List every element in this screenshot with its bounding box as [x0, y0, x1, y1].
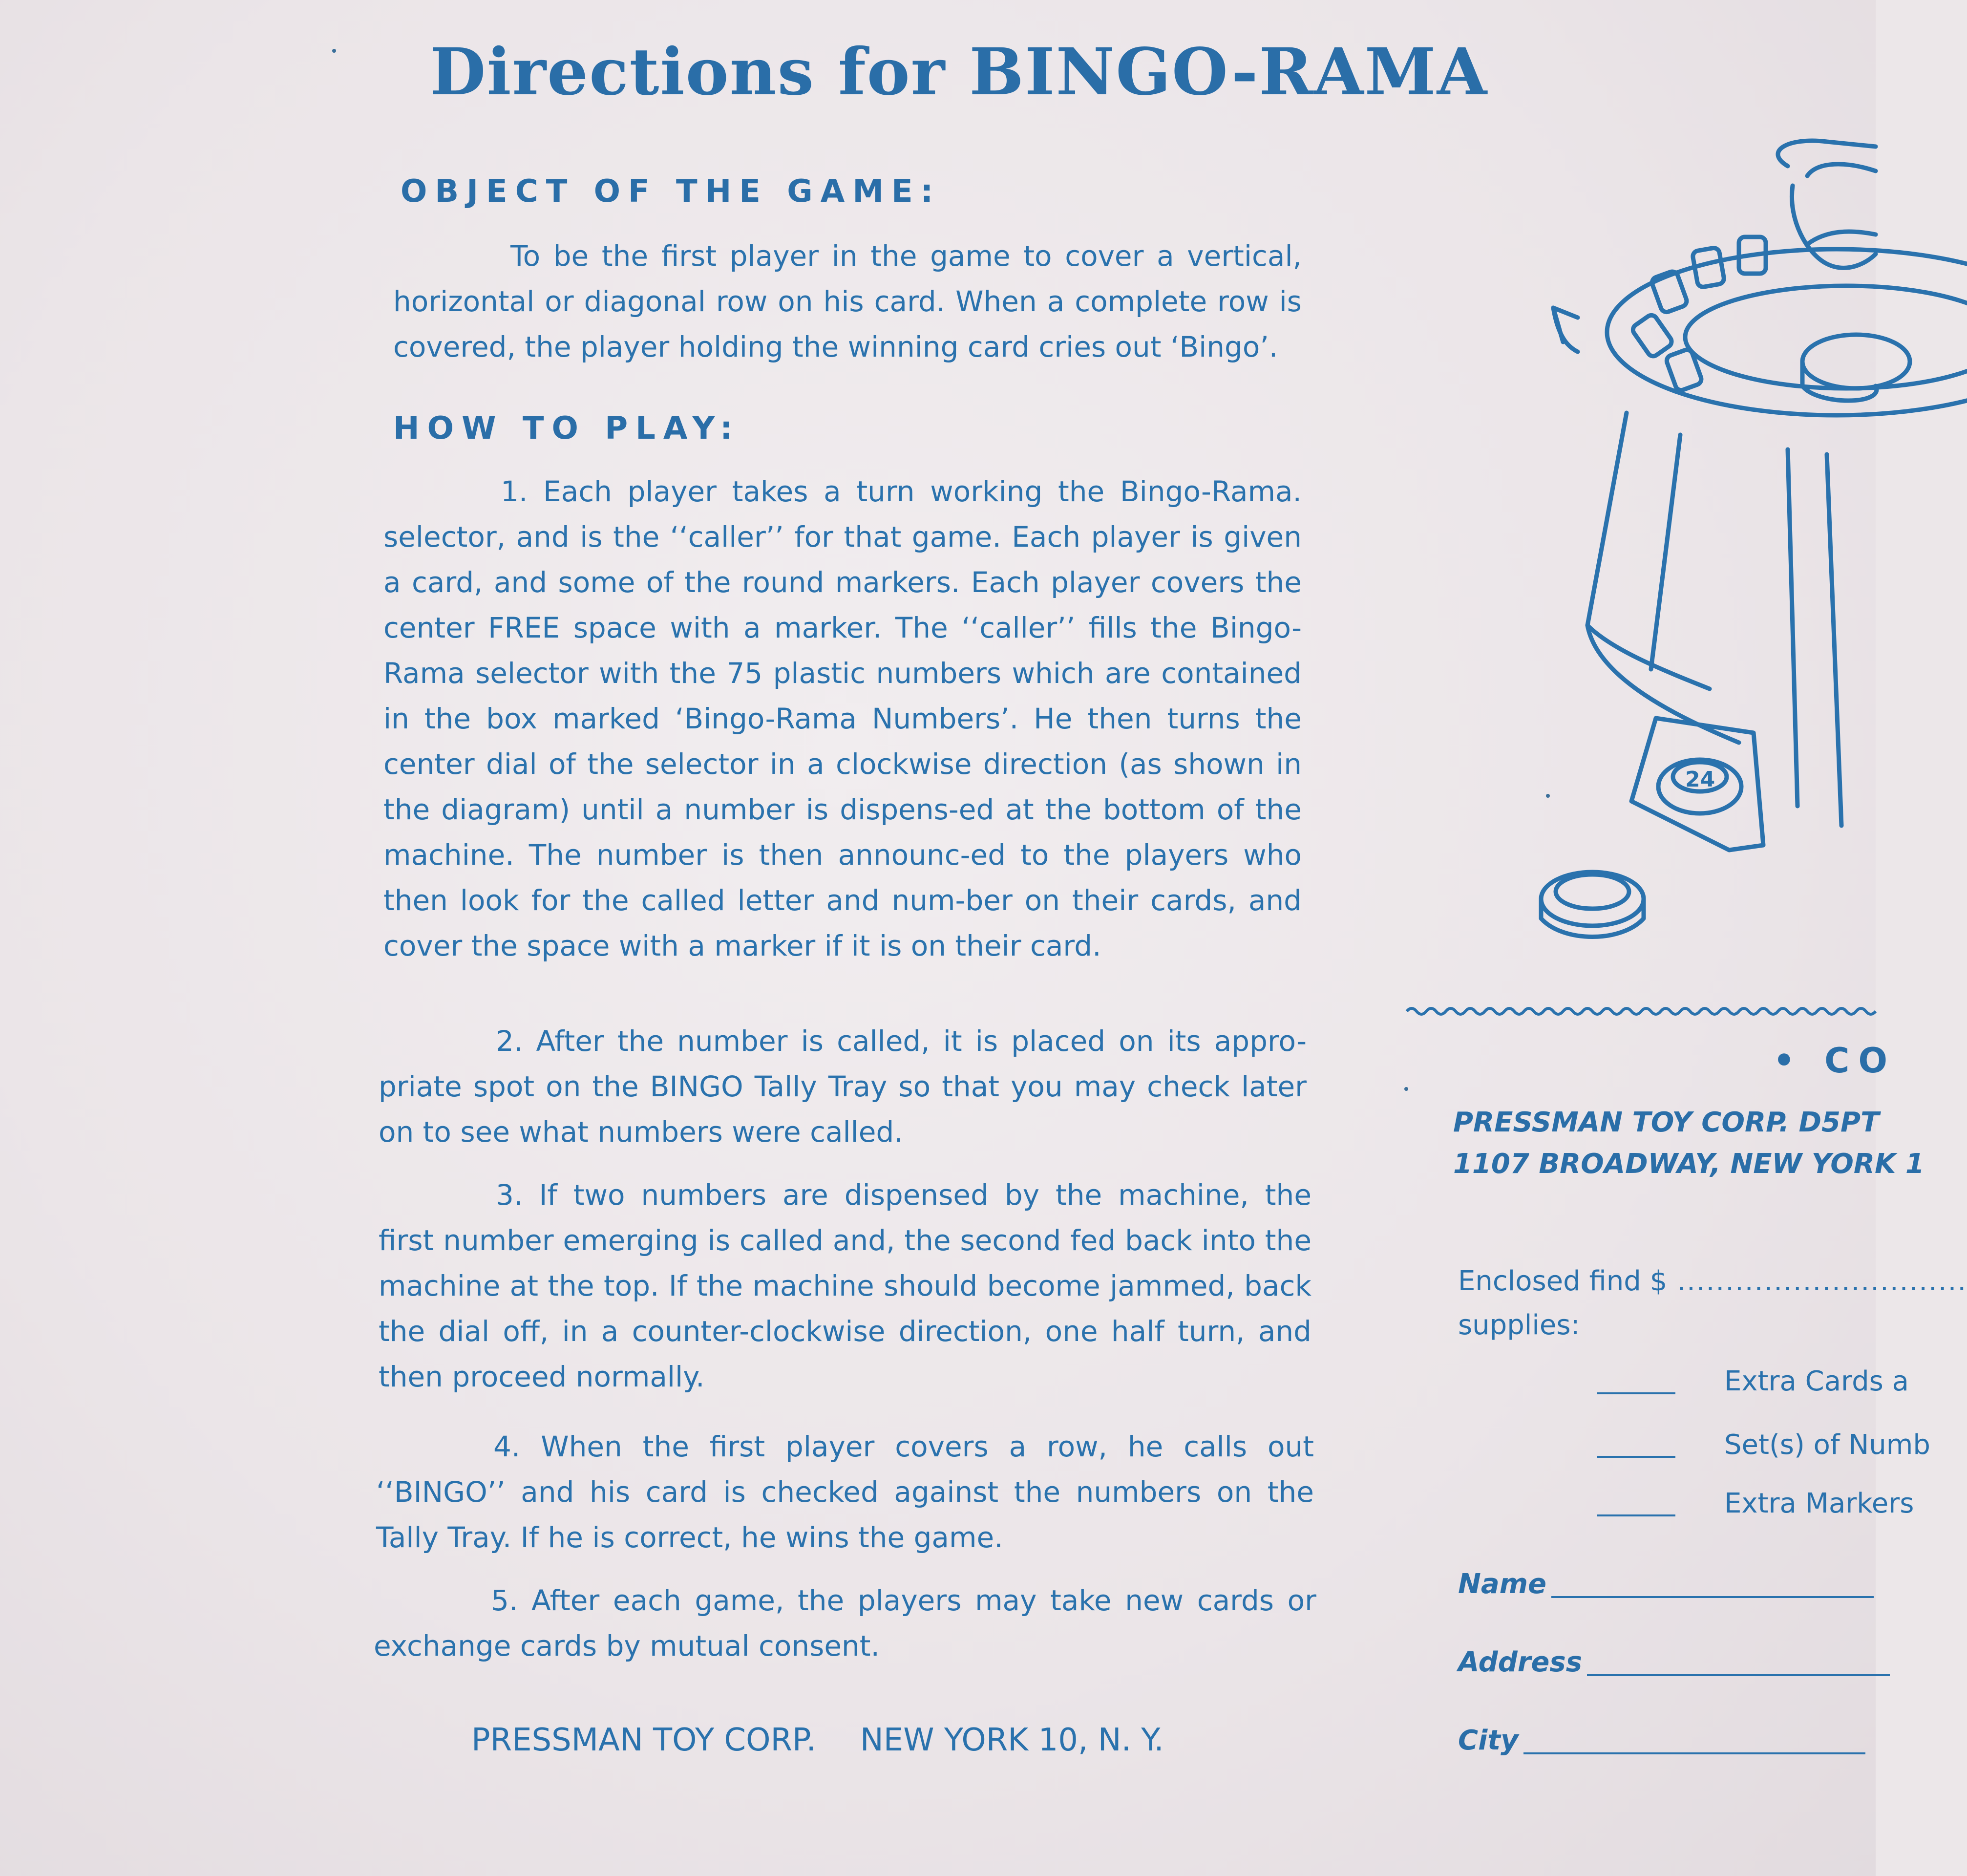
order-item-row	[1597, 1365, 1909, 1397]
enclosed-amount-line	[1458, 1265, 1967, 1297]
paper-speck	[1404, 1087, 1408, 1091]
step-2: 2. After the number is called, it is placed on its appro-priate spot on the BINGO Tally Tray so that you may check later on to see what numbers were called.	[379, 1024, 1307, 1149]
quantity-blank[interactable]	[1597, 1456, 1675, 1458]
publisher-footer	[471, 1722, 1164, 1758]
step-5: 5. After each game, the players may take new cards or exchange cards by mutual consent.	[374, 1584, 1316, 1663]
order-item-row	[1597, 1488, 1914, 1519]
bingo-selector-illustration	[1534, 132, 1876, 948]
object-heading: OBJECT OF THE GAME:	[401, 173, 941, 210]
order-item-row	[1597, 1429, 1930, 1461]
address-field[interactable]	[1587, 1674, 1890, 1676]
quantity-blank[interactable]	[1597, 1392, 1675, 1394]
city-field-row	[1458, 1725, 1865, 1756]
step-3: 3. If two numbers are dispensed by the machine, the first number emerging is called and, the second fed back into the machine at the top. If the machine should become jammed, back the dial off, in a counter-clockwise direction, one half turn, and then proceed normally.	[379, 1178, 1311, 1393]
name-field-row	[1458, 1568, 1874, 1600]
paper-speck	[1546, 794, 1550, 798]
city-label: City	[1458, 1725, 1519, 1756]
enclosed-label: Enclosed find $	[1458, 1265, 1668, 1297]
city-field[interactable]	[1523, 1752, 1865, 1754]
enclosed-dots: ..............................	[1677, 1265, 1967, 1297]
footer-company: PRESSMAN TOY CORP.	[471, 1722, 816, 1758]
order-item-label: Extra Cards a	[1724, 1365, 1909, 1397]
supplies-label: supplies:	[1458, 1309, 1580, 1341]
coupon-address-line1: PRESSMAN TOY CORP. D5PT	[1453, 1107, 1880, 1138]
step-1: 1. Each player takes a turn working the Bingo-Rama. selector, and is the ‘‘caller’’ for that game. Each player is given a card, and some of the round markers. Each player covers the center FREE space with a marker. The ‘‘caller’’ fills the Bingo-Rama selector with the 75 plastic numbers which are contained in the box marked ‘Bingo-Rama Numbers’. He then turns the center dial of the selector in a clockwise direction (as shown in the diagram) until a number is dispens-ed at the bottom of the machine. The number is then announc-ed to the players who then look for the called letter and num-ber on their cards, and cover the space with a marker if it is on their card.	[383, 475, 1302, 962]
paper-speck	[332, 49, 336, 53]
coupon-address-line2: 1107 BROADWAY, NEW YORK 1	[1453, 1148, 1925, 1180]
address-field-row	[1458, 1646, 1890, 1678]
coupon-divider	[1407, 1002, 1876, 1021]
address-label: Address	[1458, 1646, 1583, 1678]
order-item-label: Extra Markers	[1724, 1488, 1914, 1519]
footer-city: NEW YORK 10, N. Y.	[860, 1722, 1164, 1758]
coupon-heading: • CO	[1773, 1041, 1896, 1081]
name-label: Name	[1458, 1568, 1546, 1600]
quantity-blank[interactable]	[1597, 1514, 1675, 1516]
dispensed-number-label: 24	[1685, 767, 1715, 792]
object-text: To be the first player in the game to cover a vertical, horizontal or diagonal row on his card. When a complete row is covered, the player holding the winning card cries out ‘Bingo’.	[393, 239, 1302, 363]
step-4: 4. When the first player covers a row, he calls out ‘‘BINGO’’ and his card is checked against the numbers on the Tally Tray. If he is correct, he wins the game.	[376, 1430, 1314, 1554]
order-item-label: Set(s) of Numb	[1724, 1429, 1930, 1461]
page-title: Directions for BINGO-RAMA	[430, 34, 1488, 110]
name-field[interactable]	[1551, 1596, 1874, 1598]
how-to-play-heading: HOW TO PLAY:	[393, 410, 740, 447]
